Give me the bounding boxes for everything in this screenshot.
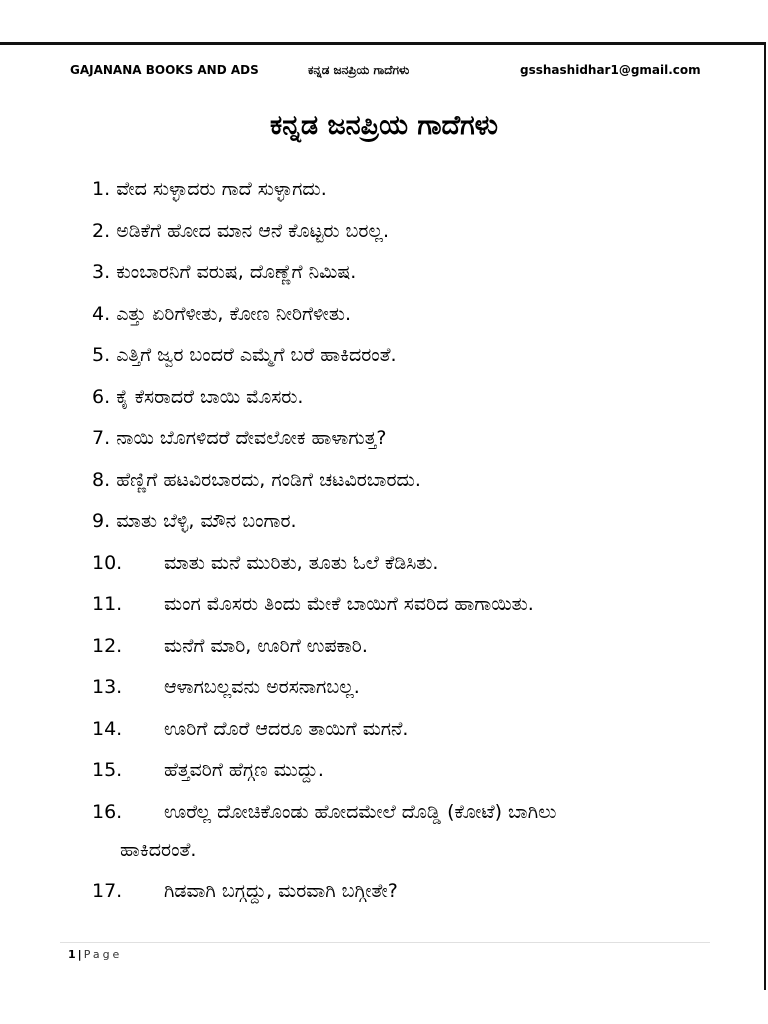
proverb-list — [92, 175, 732, 919]
item-number: 6. — [92, 385, 111, 408]
page-footer — [68, 948, 122, 961]
item-number: 2. — [92, 219, 111, 242]
item-text: ಎತ್ತು ಏರಿಗೆಳೀತು, ಕೋಣ ನೀರಿಗೆಳೀತು. — [116, 302, 351, 325]
item-text: ಹೆತ್ತವರಿಗೆ ಹೆಗ್ಗಣ ಮುದ್ದು. — [164, 759, 324, 781]
list-item — [92, 175, 732, 203]
item-text: ನಾಯಿ ಬೊಗಳಿದರೆ ದೇವಲೋಕ ಹಾಳಾಗುತ್ತ? — [116, 427, 387, 449]
page-header — [0, 63, 768, 83]
list-item — [92, 798, 732, 864]
footer-divider — [60, 942, 710, 943]
header-email: gsshashidhar1@gmail.com — [520, 63, 701, 77]
item-number: 14. — [92, 717, 123, 740]
list-item — [92, 549, 732, 577]
item-number: 5. — [92, 344, 111, 366]
list-item — [92, 715, 732, 743]
item-text-continuation: ಹಾಕಿದರಂತೆ. — [120, 838, 197, 861]
item-number: 13. — [92, 676, 123, 698]
item-number: 8. — [92, 468, 111, 491]
list-item — [92, 466, 732, 494]
item-text: ಮಾತು ಬೆಳ್ಳಿ, ಮೌನ ಬಂಗಾರ. — [116, 510, 297, 532]
list-item — [92, 383, 732, 411]
item-text: ಕುಂಬಾರನಿಗೆ ವರುಷ, ದೊಣ್ಣೆಗೆ ನಿಮಿಷ. — [116, 261, 357, 283]
item-number: 11. — [92, 593, 123, 615]
item-text: ಊರಿಗೆ ದೊರೆ ಆದರೂ ತಾಯಿಗೆ ಮಗನೆ. — [164, 717, 409, 740]
item-text: ಎತ್ತಿಗೆ ಜ್ವರ ಬಂದರೆ ಎಮ್ಮೆಗೆ ಬರೆ ಹಾಕಿದರಂತೆ. — [116, 344, 397, 366]
page-number: 1 — [68, 948, 76, 961]
item-number: 16. — [92, 800, 123, 823]
item-text: ಮನೆಗೆ ಮಾರಿ, ಊರಿಗೆ ಉಪಕಾರಿ. — [164, 634, 368, 657]
item-text: ಗಿಡವಾಗಿ ಬಗ್ಗದ್ದು, ಮರವಾಗಿ ಬಗ್ಗೀತೇ? — [164, 880, 398, 902]
item-text: ಊರೆಲ್ಲ ದೋಚಿಕೊಂಡು ಹೋದಮೇಲೆ ದೊಡ್ಡಿ (ಕೋಟೆ) ಬಾಗಿಲು — [164, 800, 557, 823]
item-text: ಮಂಗ ಮೊಸರು ತಿಂದು ಮೇಕೆ ಬಾಯಿಗೆ ಸವರಿದ ಹಾಗಾಯಿತು. — [164, 593, 534, 615]
item-text: ಅಡಿಕೆಗೆ ಹೋದ ಮಾನ ಆನೆ ಕೊಟ್ಟರು ಬರಲ್ಲ. — [116, 219, 390, 242]
item-number: 17. — [92, 880, 123, 902]
list-item — [92, 590, 732, 618]
item-number: 12. — [92, 634, 123, 657]
list-item — [92, 756, 732, 784]
item-number: 15. — [92, 759, 123, 781]
list-item — [92, 424, 732, 452]
item-number: 7. — [92, 427, 111, 449]
item-text: ಮಾತು ಮನೆ ಮುರಿತು, ತೂತು ಓಲೆ ಕೆಡಿಸಿತು. — [164, 551, 439, 574]
item-text: ಕೈ ಕೆಸರಾದರೆ ಬಾಯಿ ಮೊಸರು. — [116, 385, 304, 408]
item-number: 10. — [92, 551, 123, 574]
header-book-title: ಕನ್ನಡ ಜನಪ್ರಿಯ ಗಾದೆಗಳು — [308, 63, 410, 77]
item-text: ಹೆಣ್ಣಿಗೆ ಹಟವಿರಬಾರದು, ಗಂಡಿಗೆ ಚಟವಿರಬಾರದು. — [116, 468, 421, 491]
list-item — [92, 877, 732, 905]
item-number: 3. — [92, 261, 111, 283]
list-item — [92, 341, 732, 369]
item-number: 9. — [92, 510, 111, 532]
list-item — [92, 673, 732, 701]
list-item — [92, 632, 732, 660]
list-item — [92, 217, 732, 245]
item-text: ವೇದ ಸುಳ್ಳಾದರು ಗಾದೆ ಸುಳ್ಳಾಗದು. — [116, 178, 327, 200]
header-publisher: GAJANANA BOOKS AND ADS — [70, 63, 259, 77]
list-item — [92, 258, 732, 286]
item-text: ಆಳಾಗಬಲ್ಲವನು ಅರಸನಾಗಬಲ್ಲ. — [164, 676, 360, 698]
page-label: Page — [83, 948, 123, 961]
list-item — [92, 300, 732, 328]
footer-separator: | — [77, 948, 82, 961]
page-title: ಕನ್ನಡ ಜನಪ್ರಿಯ ಗಾದೆಗಳು — [270, 110, 498, 141]
list-item — [92, 507, 732, 535]
item-number: 1. — [92, 178, 111, 200]
item-number: 4. — [92, 302, 111, 325]
